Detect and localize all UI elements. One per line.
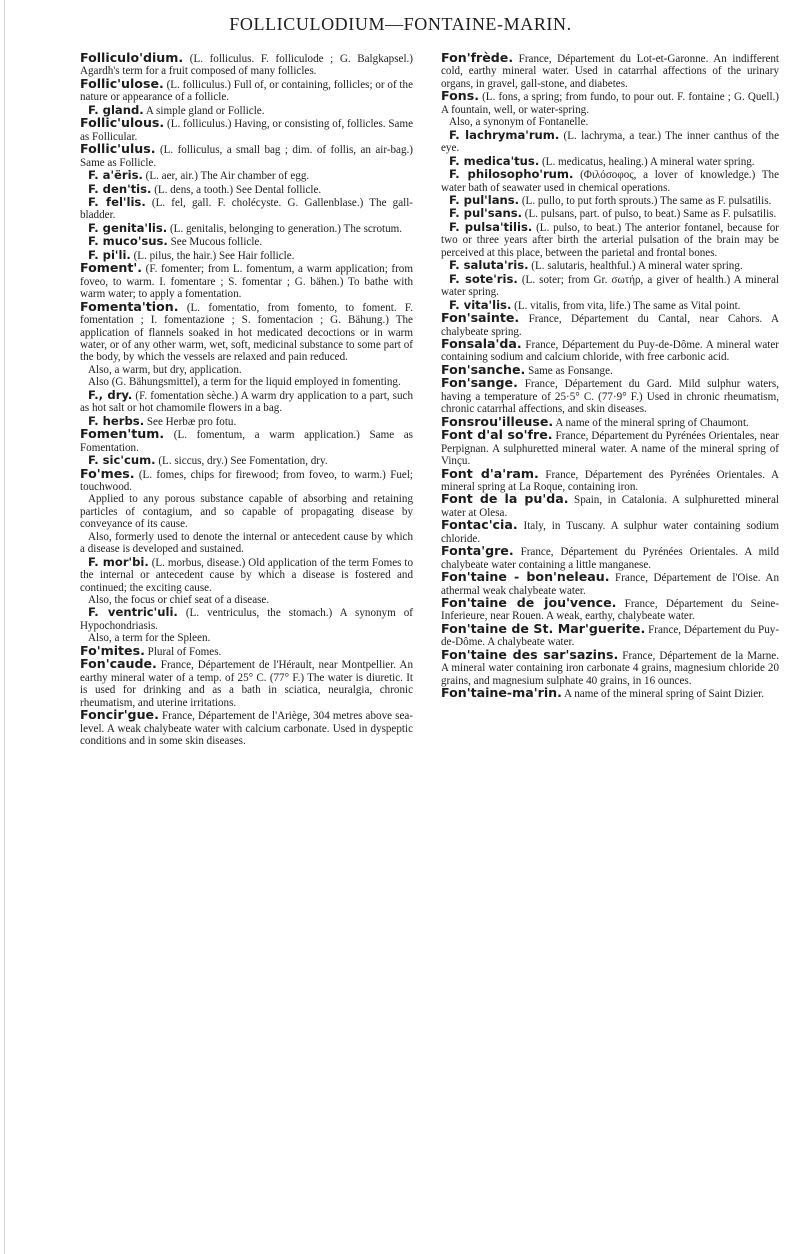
sub-headword: F. lachryma'rum. (449, 127, 560, 142)
definition-text: A name of the mineral spring of Chaumont. (553, 416, 749, 429)
definition-text: Applied to any porous substance capable of absorbing and retaining particles of contagium, and so capable of propagating disease by conveyance of its cause. (80, 493, 413, 531)
sub-headword: F. a'ëris. (88, 168, 143, 183)
definition-text: (L. aer, air.) The Air chamber of egg. (142, 170, 310, 183)
headword: Fonsrou'illeuse. (441, 413, 554, 429)
headword: Fon'taine de St. Mar'guerite. (441, 620, 646, 636)
definition-text: (L. pulso, to beat.) The anterior fontanel, because for two or three years after birth the arterial pulsation of the brain may be perceived at this place, between the parietal and frontal bones. (441, 221, 779, 259)
dictionary-entry (441, 221, 779, 259)
dictionary-entry (80, 117, 413, 143)
headword: Fon'sainte. (441, 310, 520, 326)
headword: Fon'frède. (441, 50, 514, 65)
entry-continuation (441, 116, 779, 128)
definition-text: Italy, in Tuscany. A sulphur water containing sodium chloride. (441, 520, 779, 545)
definition-text: See Herbæ pro fotu. (144, 415, 237, 428)
sub-headword: F. pi'li. (88, 247, 131, 262)
headword: Follic'ulus. (80, 141, 156, 157)
definition-text: (L. dens, a tooth.) See Dental follicle. (151, 183, 322, 196)
entry-continuation (80, 364, 413, 376)
sub-headword: F. den'tis. (88, 181, 152, 196)
dictionary-entry (441, 312, 779, 338)
definition-text: (Φιλόσοφος, a lover of knowledge.) The water bath of seawater used in chemical operations. (441, 169, 779, 194)
dictionary-entry (80, 428, 413, 454)
dictionary-entry (80, 606, 413, 632)
headword: Fo'mes. (80, 465, 135, 481)
headword: Fomen'tum. (80, 426, 165, 442)
dictionary-entry (441, 259, 779, 272)
dictionary-entry (441, 493, 779, 519)
definition-text: Also, the focus or chief seat of a disease. (88, 594, 270, 607)
definition-text: Also, a warm, but dry, application. (88, 363, 242, 376)
sub-headword: F. medica'tus. (449, 153, 540, 168)
definition-text: France, Département du Cantal, near Cahors. A chalybeate spring. (441, 313, 779, 338)
dictionary-entry (441, 273, 779, 299)
headword: Follic'ulous. (80, 115, 165, 131)
definition-text: (L. fomentatio, from fomento, to foment. F. fomentation ; I. fomentazione ; S. fomentacion ; G. Bähung.) The application of flannels soaked in hot medicated decoctions or in warm water, or of any other warm, wet, soft, medicinal substance to some part of the body, by which the vessels are relaxed and pain reduced. (80, 301, 413, 364)
definition-text: (F. fomentation sèche.) A warm dry application to a part, such as hot salt or hot chamomile flowers in a bag. (80, 389, 413, 415)
dictionary-entry (441, 429, 779, 467)
dictionary-entry (441, 620, 780, 649)
definition-text: Also (G. Bähungsmittel), a term for the liquid employed in fomenting. (88, 376, 401, 389)
definition-text: (L. genitalis, belonging to generation.) The scrotum. (167, 222, 403, 235)
definition-text: (L. folliculus. F. folliculode ; G. Balgkapsel.) Agardh's term for a fruit composed of many follicles. (80, 53, 413, 78)
headword: Fonta'gre. (441, 543, 514, 559)
definition-text: (L. pilus, the hair.) See Hair follicle. (130, 249, 295, 262)
definition-text: (L. folliculus.) Having, or consisting of, follicles. Same as Follicular. (80, 118, 413, 143)
definition-text: (L. morbus, disease.) Old application of the term Fomes to the internal or antecedent cause by which a disease is fostered and continued; the exciting cause. (80, 556, 413, 594)
headword: Foment'. (80, 260, 143, 276)
sub-headword: F. pul'sans. (449, 206, 523, 221)
dictionary-entry (441, 194, 779, 207)
headword: Fons. (441, 88, 479, 104)
headword: Fon'taine-ma'rin. (441, 685, 562, 701)
dictionary-entry (80, 658, 413, 709)
dictionary-entry (441, 335, 779, 364)
definition-text: France, Département de la Marne. A mineral water containing iron carbonate 4 grains, magnesium chloride 20 grains, and magnesium sulphate 40 grains, in 16 ounces. (441, 649, 779, 687)
dictionary-entry (441, 545, 779, 571)
dictionary-entry (80, 143, 413, 169)
definition-text: (L. fons, a spring; from fundo, to pour out. F. fontaine ; G. Quell.) A fountain, well, or water-spring. (441, 91, 779, 116)
entry-continuation (80, 493, 413, 530)
definition-text: France, Département du Pyrénées Orientales, near Perpignan. A sulphuretted mineral water. A name of the mineral spring of Vinçu. (441, 430, 779, 468)
definition-text: Also, formerly used to denote the internal or antecedent cause by which a disease is developed and sustained. (80, 530, 413, 556)
definition-text: (L. folliculus.) Full of, or containing, follicles; or of the nature or appearance of a follicle. (80, 78, 413, 104)
dictionary-entry (80, 52, 413, 78)
definition-text: (L. fomentum, a warm application.) Same as Fomentation. (80, 429, 413, 454)
dictionary-entry (80, 183, 413, 196)
page-edge-rule (4, 0, 5, 1254)
definition-text: France, Département du Gard. Mild sulphur waters, having a temperature of 25·5° C. (77·9° F.) Used in chronic rheumatism, chronic catarrhal affections, and skin diseases. (441, 378, 779, 416)
dictionary-entry (80, 196, 413, 222)
definition-text: France, Département du Puy-de-Dôme. A mineral water containing sodium and calcium chloride, with free carbonic acid. (441, 338, 779, 364)
dictionary-entry (80, 235, 413, 248)
definition-text: France, Département de l'Hérault, near Montpellier. An earthy mineral water of a temp. of 25° C. (77° F.) The water is diuretic. It is used for drinking and as a bath in sciatica, neuralgia, chronic rheumatism, and uterine irritations. (80, 659, 413, 709)
definition-text: France, Département du Puy-de-Dôme. A chalybeate water. (441, 623, 780, 649)
dictionary-entry (80, 298, 413, 364)
definition-text: (L. fomes, chips for firewood; from foveo, to warm.) Fuel; touchwood. (80, 468, 413, 493)
sub-headword: F. vita'lis. (449, 297, 512, 312)
headword: Fon'sange. (441, 375, 518, 391)
headword: Fon'taine - bon'neleau. (441, 569, 610, 585)
definition-text: (L. fel, gall. F. cholécyste. G. Gallenblase.) The gall-bladder. (80, 196, 413, 222)
sub-headword: F., dry. (88, 387, 133, 402)
definition-text: (L. pulsans, part. of pulso, to beat.) Same as F. pulsatilis. (522, 208, 777, 221)
definition-text: Same as Fonsange. (525, 364, 613, 377)
definition-text: France, Département de l'Oise. An athermal weak chalybeate water. (441, 572, 779, 597)
entry-continuation (80, 531, 413, 556)
running-header: FOLLICULODIUM—FONTAINE-MARIN. (229, 14, 572, 34)
sub-headword: F. genita'lis. (88, 220, 168, 235)
headword: Fon'sanche. (441, 361, 526, 377)
definition-text: Plural of Fomes. (144, 645, 222, 658)
sub-headword: F. sote'ris. (449, 271, 518, 286)
definition-text: (L. siccus, dry.) See Fomentation, dry. (155, 455, 328, 468)
headword: Folliculo'dium. (80, 50, 184, 65)
sub-headword: F. mor'bi. (88, 554, 149, 569)
dictionary-entry (441, 155, 779, 168)
sub-headword: F. ventric'uli. (88, 605, 178, 620)
right-column (441, 52, 779, 701)
definition-text: France, Département du Lot-et-Garonne. An indifferent cold, earthy mineral water. Used in catarrhal affections of the urinary organs, in gravel, gall-stone, and diabetes. (441, 53, 779, 90)
dictionary-entry (441, 168, 779, 194)
definition-text: (L. folliculus, a small bag ; dim. of follis, an air-bag.) Same as Follicle. (80, 144, 413, 169)
definition-text: (F. fomenter; from L. fomentum, a warm application; from foveo, to warm. I. fomentare ; S. fomentar ; G. bähen.) To bathe with warm water; to apply a fomentation. (80, 263, 413, 301)
entry-continuation (80, 376, 413, 388)
sub-headword: F. pul'lans. (449, 192, 520, 207)
left-column (80, 52, 413, 747)
definition-text: A simple gland or Follicle. (143, 104, 265, 117)
headword: Fontac'cia. (441, 517, 518, 533)
sub-headword: F. gland. (88, 102, 144, 117)
dictionary-entry (441, 52, 779, 90)
definition-text: See Mucous follicle. (167, 236, 263, 249)
dictionary-entry (441, 90, 779, 116)
dictionary-entry (80, 222, 413, 235)
dictionary-entry (441, 465, 779, 494)
dictionary-entry (80, 556, 413, 594)
sub-headword: F. fel'lis. (88, 194, 146, 209)
dictionary-entry (441, 377, 779, 415)
sub-headword: F. philosopho'rum. (449, 167, 574, 182)
definition-text: A name of the mineral spring of Saint Dizier. (561, 688, 764, 701)
dictionary-entry (80, 465, 413, 494)
dictionary-entry (441, 687, 779, 700)
definition-text: (L. soter; from Gr. σωτήρ, a giver of health.) A mineral water spring. (441, 273, 779, 299)
definition-text: France, Département de l'Ariège, 304 metres above sea-level. A weak chalybeate water with calcium carbonate. Used in dyspeptic conditions and in some skin diseases. (80, 710, 413, 748)
headword: Fon'taine de jou'vence. (441, 595, 617, 611)
headword: Fon'caude. (80, 656, 157, 672)
definition-text: (L. pullo, to put forth sprouts.) The same as F. pulsatilis. (519, 194, 772, 207)
definition-text: Spain, in Catalonia. A sulphuretted mineral water at Olesa. (441, 494, 780, 519)
dictionary-entry (80, 709, 413, 747)
headword: Font de la pu'da. (441, 491, 569, 507)
definition-text: (L. ventriculus, the stomach.) A synonym of Hypochondriasis. (80, 607, 413, 632)
definition-text: France, Département des Pyrénées Orientales. A mineral spring at La Roque, containing iron. (441, 468, 779, 493)
dictionary-entry (80, 169, 413, 182)
headword: Font d'al so'fre. (441, 427, 553, 443)
headword: Fon'taine des sar'sazins. (441, 646, 619, 662)
definition-text: (L. salutaris, healthful.) A mineral water spring. (528, 260, 743, 273)
dictionary-entry (441, 519, 779, 545)
headword: Follic'ulose. (80, 75, 164, 91)
sub-headword: F. muco'sus. (88, 234, 168, 249)
dictionary-entry (441, 207, 779, 220)
headword: Fomenta'tion. (80, 298, 179, 314)
definition-text: (L. medicatus, healing.) A mineral water spring. (539, 155, 755, 168)
definition-text: France, Département du Pyrénées Orientales. A mild chalybeate water containing a little manganese. (441, 546, 779, 571)
definition-text: Also, a term for the Spleen. (88, 632, 211, 645)
headword: Foncir'gue. (80, 707, 159, 723)
sub-headword: F. sic'cum. (88, 453, 156, 468)
sub-headword: F. saluta'ris. (449, 258, 529, 273)
definition-text: France, Département du Seine-Inferieure, near Rouen. A weak, earthy, chalybeate water. (441, 598, 780, 623)
dictionary-entry (441, 597, 779, 623)
sub-headword: F. herbs. (88, 413, 145, 428)
headword: Fonsala'da. (441, 335, 522, 351)
dictionary-entry (441, 129, 779, 155)
headword: Fo'mites. (80, 642, 145, 658)
dictionary-entry (441, 646, 779, 687)
definition-text: (L. lachryma, a tear.) The inner canthus of the eye. (441, 129, 779, 155)
dictionary-entry (80, 262, 413, 300)
headword: Font d'a'ram. (441, 465, 539, 481)
definition-text: Also, a synonym of Fontanelle. (449, 116, 589, 129)
definition-text: (L. vitalis, from vita, life.) The same as Vital point. (511, 299, 741, 312)
dictionary-entry (80, 389, 413, 415)
sub-headword: F. pulsa'tilis. (449, 219, 533, 234)
dictionary-entry (80, 75, 413, 104)
dictionary-entry (441, 571, 779, 597)
